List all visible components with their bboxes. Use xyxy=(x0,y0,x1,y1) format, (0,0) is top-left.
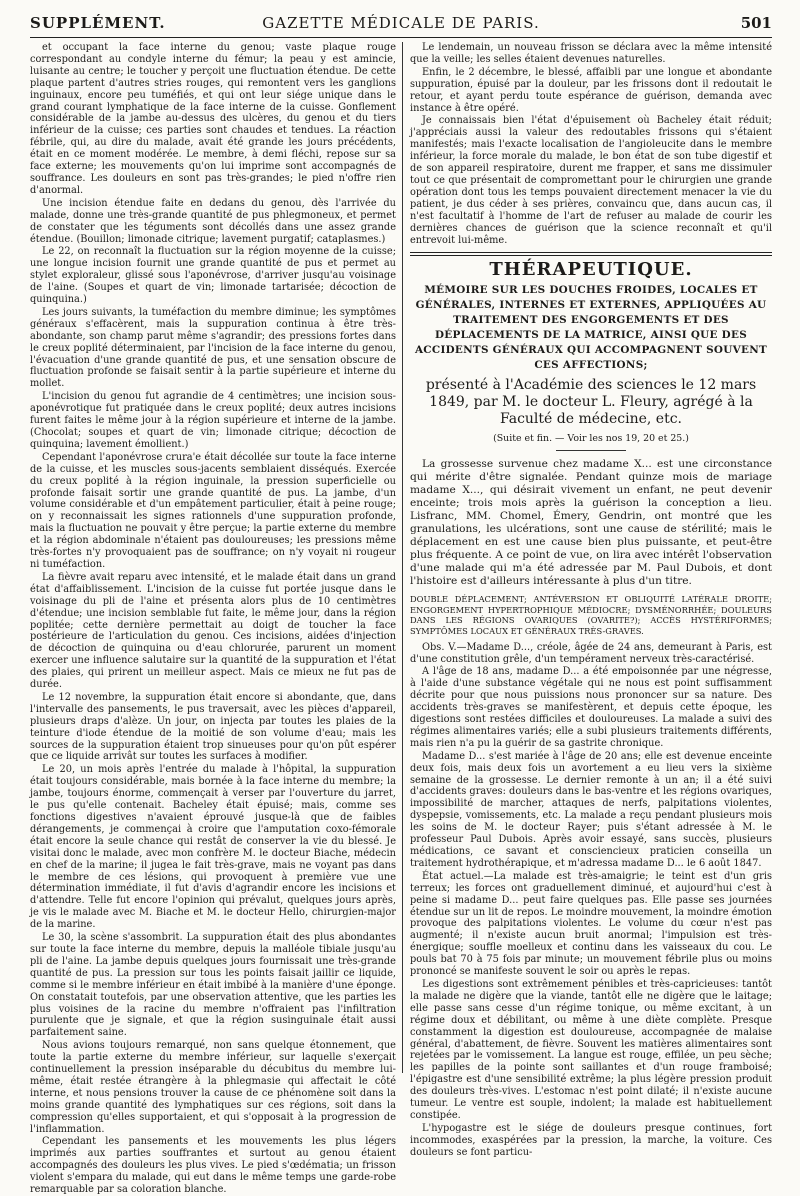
left-column xyxy=(30,42,396,1196)
intro-block xyxy=(410,458,772,588)
paragraph: Obs. V.—Madame D..., créole, âgée de 24 ans, demeurant à Paris, est d'une constitution grêle, d'un tempérament nerveux très-caractérisé. xyxy=(410,641,772,665)
paragraph: Le 22, on reconnaît la fluctuation sur la région moyenne de la cuisse; une longue incision fournit une grande quantité de pus et permet au stylet exploraleur, glissé sous l'aponévrose, d'arriver jusqu'au voisinage de l'aine. (Soupes et quart de vin; limonade tartarisée; décoction de quinquina.) xyxy=(30,246,396,306)
case-summary: DOUBLE DÉPLACEMENT; ANTÉVERSION ET OBLIQUITÉ LATÉRALE DROITE; ENGORGEMENT HYPERTROPHIQUE MÉDIOCRE; DYSMÉNORRHÉE; DOULEURS DANS LES RÉGIONS OVARIQUES (OVARITE?); ACCÈS HYSTÉRIFORMES; SYMPTÔMES LOCAUX ET GÉNÉRAUX TRÈS-GRAVES. xyxy=(410,594,772,636)
paragraph: Le 30, la scène s'assombrit. La suppuration était des plus abondantes sur toute la face interne du membre, depuis la malléole tibiale jusqu'au pli de l'aine. La jambe depuis quelques jours fournissait une très-grande quantité de pus. La pression sur tous les points faisait jaillir ce liquide, comme si le membre inférieur en était imbibé à la manière d'une éponge. On constatait toutefois, par une observation attentive, que les parties les plus voisines de la racine du membre n'offraient pas l'infiltration purulente que je signale, et que la région susinguinale était aussi parfaitement saine. xyxy=(30,932,396,1039)
supplement-label: SUPPLÉMENT. xyxy=(30,14,166,32)
paragraph: L'hypogastre est le siége de douleurs presque continues, fort incommodes, exaspérées par la pression, la marche, la voiture. Ces douleurs se font particu- xyxy=(410,1122,772,1158)
section-rule xyxy=(410,252,772,256)
page-number: 501 xyxy=(740,14,772,32)
column-divider xyxy=(402,42,403,1073)
paragraph: A l'âge de 18 ans, madame D... a été empoisonnée par une négresse, à l'aide d'une substance végétale qui ne nous est point suffisamment décrite pour que nous puissions nous prononcer sur sa nature. Des accidents très-graves se manifestèrent, et depuis cette époque, les digestions sont restées difficiles et douloureuses. La malade a suivi des régimes alimentaires variés; elle a subi plusieurs traitements différents, mais rien n'a pu la guérir de sa gastrite chronique. xyxy=(410,666,772,749)
paragraph: Une incision étendue faite en dedans du genou, dès l'arrivée du malade, donne une très-grande quantité de pus phlegmoneux, et permet de constater que les téguments sont décollés dans une assez grande étendue. (Bouillon; limonade citrique; lavement purgatif; cataplasmes.) xyxy=(30,197,396,245)
paragraph: État actuel.—La malade est très-amaigrie; le teint est d'un gris terreux; les forces ont graduellement diminué, et aujourd'hui c'est à peine si madame D... peut faire quelques pas. Elle passe ses journées étendue sur un lit de repos. Le moindre mouvement, la moindre émotion provoque des palpitations violentes. Le volume du cœur n'est pas augmenté; il n'existe aucun bruit anormal; l'impulsion est très-énergique; souffle moelleux et continu dans les vaisseaux du cou. Le pouls bat 70 à 75 fois par minute; un mouvement fébrile plus ou moins prononcé se manifeste souvent le soir ou après le repas. xyxy=(410,870,772,978)
paragraph: et occupant la face interne du genou; vaste plaque rouge correspondant au condyle interne du fémur; la peau y est amincie, luisante au centre; le toucher y perçoit une fluctuation étendue. De cette plaque partent d'autres stries rouges, qui remontent vers les ganglions inguinaux, encore peu tuméfiés, et qui ont leur siége unique dans le grand courant lymphatique de la face interne de la cuisse. Gonflement considérable de la jambe au-dessus des ulcères, du genou et du tiers inférieur de la cuisse; ces parties sont chaudes et tendues. La réaction fébrile, qui, au dire du malade, avait été grande les jours précédents, était en ce moment modérée. Le membre, à demi fléchi, repose sur sa face externe; les mouvements qu'on lui imprime sont accompagnés de souffrance. Les douleurs en sont pas très-grandes; le pied n'offre rien d'anormal. xyxy=(30,42,396,196)
continuation-note: (Suite et fin. — Voir les nos 19, 20 et 25.) xyxy=(493,433,689,445)
paragraph: Madame D... s'est mariée à l'âge de 20 ans; elle est devenue enceinte deux fois, mais deux fois un avortement a eu lieu vers la sixième semaine de la grossesse. Le dernier remonte à un an; il a été suivi d'accidents graves: douleurs dans le bas-ventre et les régions ovariques, impossibilité de marcher, attaques de nerfs, palpitations violentes, dyspepsie, vomissements, etc. La malade a reçu pendant plusieurs mois les soins de M. le docteur Rayer; puis s'étant adressée à M. le professeur Paul Dubois. Après avoir essayé, sans succès, plusieurs médications, ce savant et consciencieux praticien conseilla un traitement hydrothérapique, et m'adressa madame D... le 6 août 1847. xyxy=(410,750,772,869)
paragraph: Le lendemain, un nouveau frisson se déclara avec la même intensité que la veille; les selles étaient devenues naturelles. xyxy=(410,42,772,65)
paragraph: Enfin, le 2 décembre, le blessé, affaibli par une longue et abondante suppuration, épuisé par la douleur, par les frissons dont il redoutait le retour, et ayant perdu toute espérance de guérison, demanda avec instance à être opéré. xyxy=(410,66,772,114)
paragraph: Cependant les pansements et les mouvements les plus légers imprimés aux parties souffrantes et surtout au genou étaient accompagnés des douleurs les plus vives. Le pied s'œdématia; un frisson violent s'empara du malade, qui eut dans le même temps une garde-robe remarquable par sa coloration blanche. xyxy=(30,1136,396,1196)
journal-title: GAZETTE MÉDICALE DE PARIS. xyxy=(262,14,540,32)
paragraph: Les digestions sont extrêmement pénibles et très-capricieuses: tantôt la malade ne digère que la viande, tantôt elle ne digère que le laitage; elle passe sans cesse d'un régime tonique, ou même excitant, à un régime doux et débilitant, ou même à une diète complète. Presque constamment la digestion est douloureuse, accompagnée de malaise général, d'abattement, de fièvre. Souvent les matières alimentaires sont rejetées par le vomissement. La langue est rouge, effilée, un peu sèche; les papilles de la pointe sont saillantes et d'un rouge framboisé; l'épigastre est d'une sensibilité extrême; la plus légère pression produit des douleurs très-vives. L'estomac n'est point dilaté; il n'existe aucune tumeur. Le ventre est souple, indolent; la malade est habituellement constipée. xyxy=(410,978,772,1121)
section-title: THÉRAPEUTIQUE. xyxy=(489,259,693,281)
paragraph: L'incision du genou fut agrandie de 4 centimètres; une incision sous-aponévrotique fut pratiquée dans le creux poplité; deux autres incisions furent faites le même jour à la région supérieure et interne de la jambe. (Chocolat; soupes et quart de vin; limonade citrique; décoction de quinquina; lavement émollient.) xyxy=(30,391,396,450)
memoir-title: MÉMOIRE SUR LES DOUCHES FROIDES, LOCALES ET GÉNÉRALES, INTERNES ET EXTERNES, APPLIQUÉES AU TRAITEMENT DES ENGORGEMENTS ET DES DÉPLACEMENTS DE LA MATRICE, AINSI QUE DES ACCIDENTS GÉNÉRAUX QUI ACCOMPAGNENT SOUVENT CES AFFECTIONS; xyxy=(414,284,768,372)
paragraph: Le 12 novembre, la suppuration était encore si abondante, que, dans l'intervalle des pansements, le pus traversait, avec les pièces d'appareil, plusieurs draps d'alèze. Un jour, on injecta par toutes les plaies de la teinture d'iode étendue de la moitié de son volume d'eau; mais les sources de la suppuration étaient trop sinueuses pour qu'on pût espérer que ce liquide arrivât sur toutes les surfaces à modifier. xyxy=(30,691,396,763)
paragraph: Les jours suivants, la tuméfaction du membre diminue; les symptômes généraux s'effacèrent, mais la suppuration continua à être très-abondante, son champ parut même s'agrandir; des pressions fortes dans le creux poplité déterminaient, par l'incision de la face interne du genou, l'évacuation d'une grande quantité de pus, et une sensation obscure de fluctuation profonde se faisait sentir à la partie supérieure et interne du mollet. xyxy=(30,306,396,390)
page-header xyxy=(30,12,772,38)
short-rule xyxy=(556,450,626,451)
paragraph: Je connaissais bien l'état d'épuisement où Bacheley était réduit; j'appréciais aussi la valeur des redoutables frissons qui s'étaient manifestés; mais l'exacte localisation de l'angioleucite dans le membre inférieur, la force morale du malade, le bon état de son tube digestif et de son appareil respiratoire, durent me frapper, et sans me dissimuler tout ce que présentait de compromettant pour le chirurgien une grande opération dont tous les temps pouvaient directement menacer la vie du patient, je dus céder à ses prières, convaincu que, dans aucun cas, il n'est facultatif à l'homme de l'art de refuser au malade de courir les dernières chances de guérison que la science reconnaît et qu'il entrevoit lui-même. xyxy=(410,115,772,246)
right-column xyxy=(410,42,772,1158)
paragraph: Le 20, un mois après l'entrée du malade à l'hôpital, la suppuration était toujours considérable, mais bornée à la face interne du membre; la jambe, toujours énorme, commençait à verser par l'ouverture du jarret, le pus qu'elle contenait. Bacheley était épuisé; mais, comme ses fonctions digestives n'avaient éprouvé jusque-là que de faibles dérangements, je commençai à croire que l'amputation coxo-fémorale était encore la seule chance qui restât de conserver la vie du blessé. Je visitai donc le malade, avec mon confrère M. le docteur Biache, médecin en chef de la marine; il jugea le fait très-grave, mais ne voyant pas dans le membre de ces lésions, qui provoquent à première vue une détermination immédiate, il fut d'avis d'agrandir encore les incisions et d'attendre. Telle fut encore l'opinion qui prévalut, quelques jours après, je vis le malade avec M. Biache et M. le docteur Hello, chirurgien-major de la marine. xyxy=(30,764,396,931)
paragraph: Nous avions toujours remarqué, non sans quelque étonnement, que toute la partie externe du membre inférieur, sur laquelle s'exerçait continuellement la pression inséparable du décubitus du membre lui-même, était restée étrangère à la phlegmasie qui affectait le côté interne, et nous pensions trouver la cause de ce phénomène soit dans la moins grande quantité des lymphatiques sur ces régions, soit dans la compression qu'elles supportaient, et qui s'opposait à la progression de l'inflammation. xyxy=(30,1040,396,1135)
intro-paragraph: La grossesse survenue chez madame X... est une circonstance qui mérite d'être signalée. Pendant quinze mois de mariage madame X..., qui désirait vivement un enfant, ne peut devenir enceinte; trois mois après la guérison la conception a lieu. Lisfranc, MM. Chomel, Émery, Gendrin, ont montré que les granulations, les ulcérations, sont une cause de stérilité; mais le déplacement en est une cause bien plus puissante, et peut-être plus fréquente. A ce point de vue, on lira avec intérêt l'observation d'une malade qui m'a été adressée par M. Paul Dubois, et dont l'histoire est d'ailleurs intéressante à plus d'un titre. xyxy=(410,458,772,588)
memoir-presentation: présenté à l'Académie des sciences le 12 mars 1849, par M. le docteur L. Fleury, agrégé à la Faculté de médecine, etc. xyxy=(425,377,757,428)
paragraph: La fièvre avait reparu avec intensité, et le malade était dans un grand état d'affaiblissement. L'incision de la cuisse fut portée jusque dans le voisinage du pli de l'aine et présenta alors plus de 10 centimètres d'étendue; une incision semblable fut faite, le même jour, dans la région poplitée; cette dernière permettait au doigt de toucher la face postérieure de l'articulation du genou. Ces incisions, aidées d'injection de décoction de quinquina ou d'eau chlorurée, parurent un moment exercer une influence salutaire sur la quantité de la suppuration et l'état des plaies, qui prirent un meilleur aspect. Mais ce mieux ne fut pas de durée. xyxy=(30,571,396,691)
paragraph: Cependant l'aponévrose crura'e était décollée sur toute la face interne de la cuisse, et les muscles sous-jacents semblaient disséqués. Exercée du creux poplité à la région inguinale, la pression superficielle ou profonde faisait sortir une grande quantité de pus. La jambe, d'un volume considérable et d'un empâtement particulier, était à peine rouge; on y reconnaissait les signes rationnels d'une suppuration profonde, mais la fluctuation ne pouvait y être perçue; la partie externe du membre et la région abdominale n'étaient pas douloureuses; les pressions même très-fortes n'y provoquaient pas de souffrance; on n'y voyait ni rougeur ni tuméfaction. xyxy=(30,451,396,570)
